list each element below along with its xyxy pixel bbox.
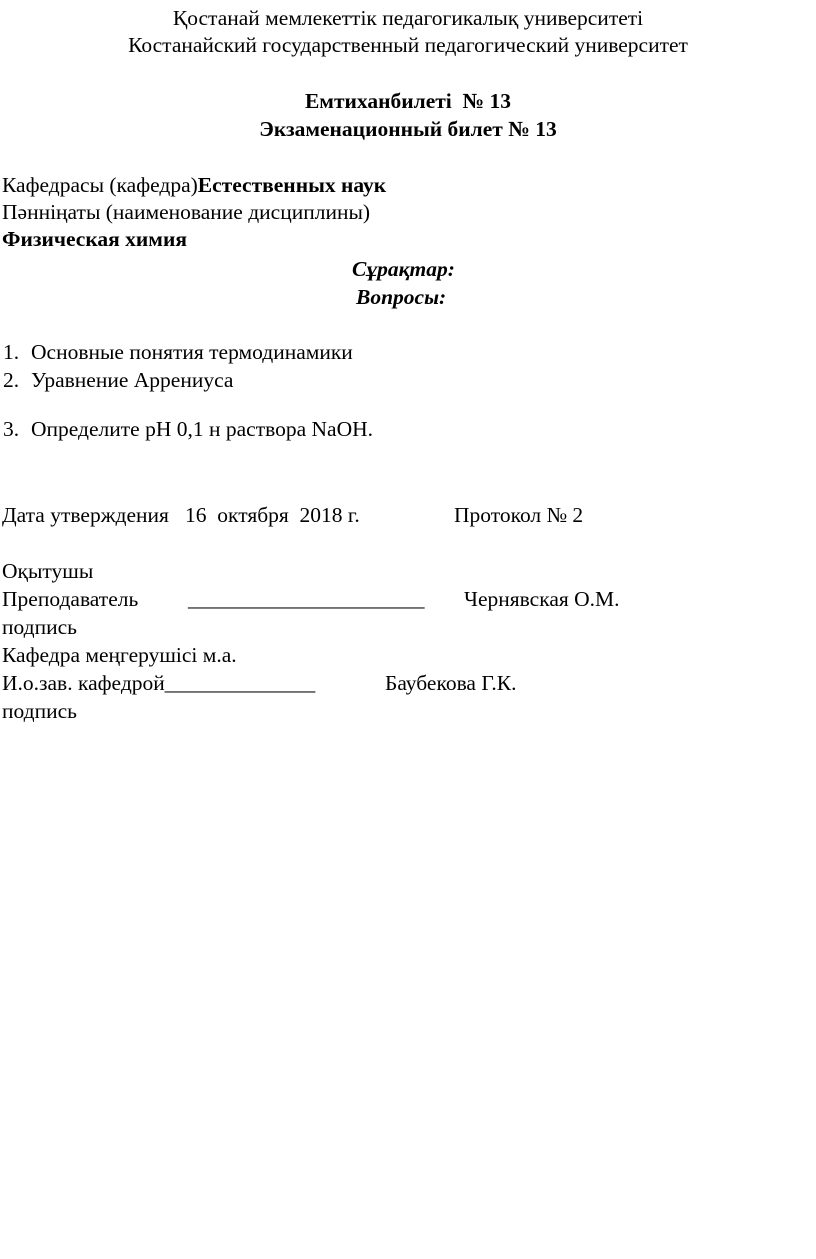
question-item <box>3 416 373 443</box>
protocol-number: Протокол № 2 <box>454 503 584 527</box>
teacher-signature-caption: подпись <box>2 615 77 639</box>
head-signature-row <box>2 670 315 697</box>
discipline-value: Физическая химия <box>2 227 187 251</box>
department-row <box>2 172 386 199</box>
head-label-kz: Кафедра меңгерушісі м.а. <box>2 643 237 667</box>
question-number: 3. <box>3 417 20 441</box>
head-signature-caption: подпись <box>2 699 77 723</box>
teacher-label-ru: Преподаватель <box>2 587 139 611</box>
question-text: Определите pH 0,1 н раствора NaOH. <box>31 417 374 441</box>
question-text: Уравнение Аррениуса <box>31 368 234 392</box>
question-number: 2. <box>3 368 20 392</box>
department-label: Кафедрасы (кафедра) <box>2 173 198 197</box>
question-number: 1. <box>3 340 20 364</box>
head-label-ru: И.о.зав. кафедрой <box>2 671 165 695</box>
university-name-ru: Костанайский государственный педагогический университет <box>128 33 688 57</box>
department-value: Естественных наук <box>197 173 387 197</box>
questions-heading-ru: Вопросы: <box>356 285 447 309</box>
ticket-title-ru: Экзаменационный билет № 13 <box>259 117 557 141</box>
teacher-signature-line: ______________________ <box>188 587 425 611</box>
approval-date: Дата утверждения 16 октября 2018 г. <box>2 503 360 527</box>
university-name-kz: Қостанай мемлекеттік педагогикалық университеті <box>172 6 644 30</box>
ticket-title-kz: Емтиханбилеті № 13 <box>304 89 512 113</box>
questions-heading-kz: Сұрақтар: <box>352 257 455 281</box>
teacher-label-kz: Оқытушы <box>2 559 94 583</box>
teacher-name: Чернявская О.М. <box>464 587 620 611</box>
head-name: Баубекова Г.К. <box>385 671 517 695</box>
head-signature-line: ______________ <box>164 671 316 695</box>
question-text: Основные понятия термодинамики <box>31 340 353 364</box>
question-item <box>3 339 353 366</box>
discipline-label: Пәнніңаты (наименование дисциплины) <box>2 200 371 224</box>
question-item <box>3 367 233 394</box>
